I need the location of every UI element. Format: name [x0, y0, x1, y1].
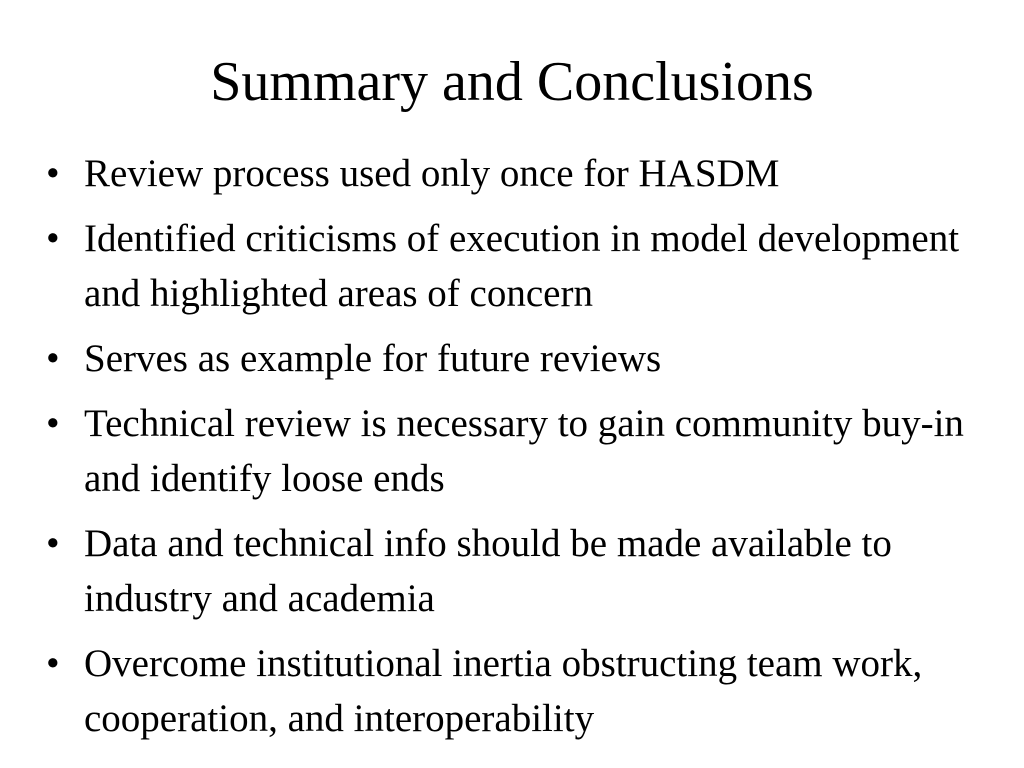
- bullet-text: Technical review is necessary to gain community buy-in and identify loose ends: [84, 402, 964, 500]
- slide-title: Summary and Conclusions: [210, 51, 814, 113]
- bullet-list: [46, 146, 996, 756]
- bullet-marker: •: [46, 522, 60, 565]
- bullet-item: [46, 331, 996, 386]
- bullet-marker: •: [46, 152, 60, 195]
- bullet-text: Identified criticisms of execution in model development and highlighted areas of concern: [84, 217, 960, 315]
- bullet-item: [46, 211, 996, 321]
- bullet-marker: •: [46, 217, 60, 260]
- bullet-marker: •: [46, 402, 60, 445]
- bullet-text: Overcome institutional inertia obstructing team work, cooperation, and interoperability: [84, 642, 923, 740]
- bullet-item: [46, 516, 996, 626]
- bullet-text: Serves as example for future reviews: [84, 337, 662, 380]
- bullet-text: Data and technical info should be made available to industry and academia: [84, 522, 892, 620]
- bullet-item: [46, 636, 996, 746]
- bullet-marker: •: [46, 337, 60, 380]
- bullet-marker: •: [46, 642, 60, 685]
- bullet-item: [46, 146, 996, 201]
- bullet-text: Review process used only once for HASDM: [84, 152, 780, 195]
- bullet-item: [46, 396, 996, 506]
